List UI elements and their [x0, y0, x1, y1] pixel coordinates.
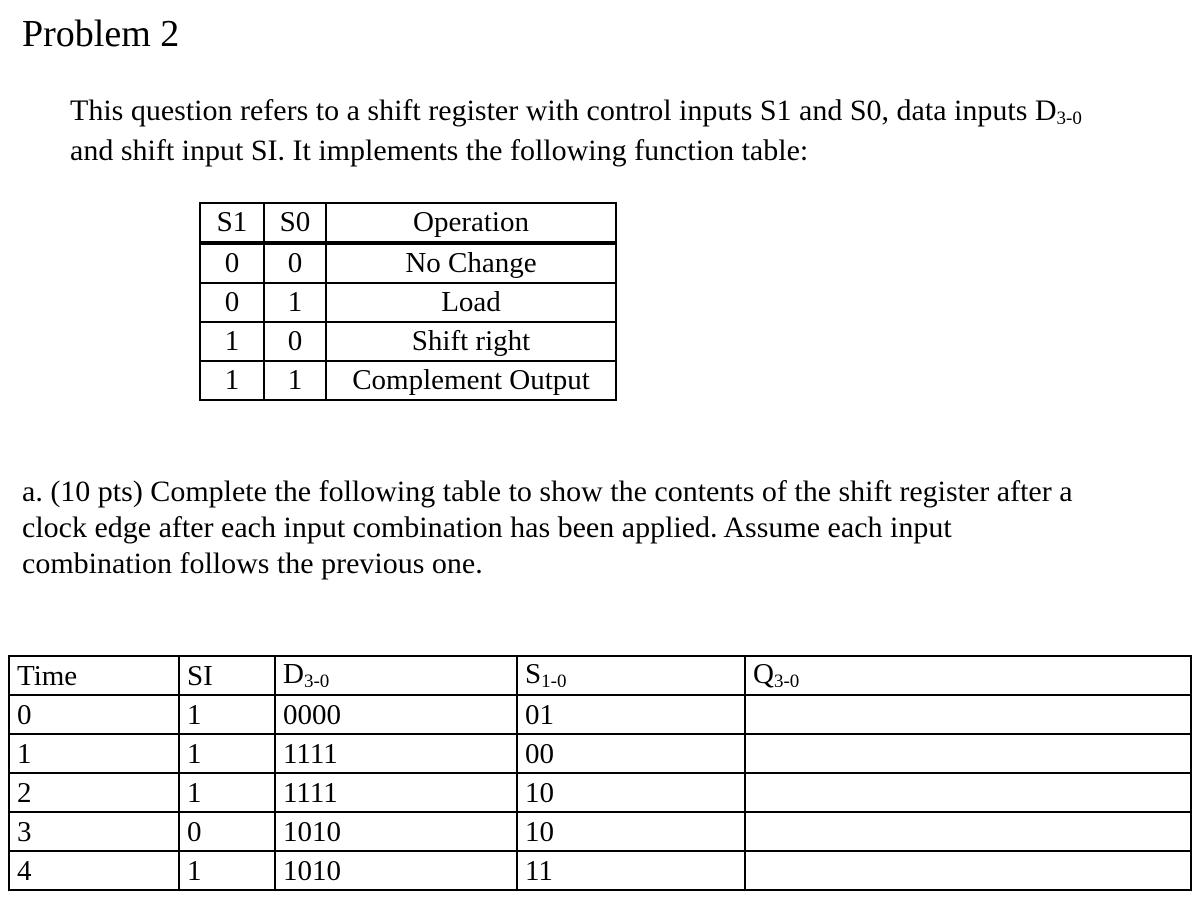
function-table-cell-s1: 1 [200, 322, 264, 361]
header-s [517, 656, 745, 695]
function-table [199, 202, 617, 401]
cell-si: 1 [179, 851, 275, 890]
intro-line-1-text: This question refers to a shift register with control inputs S1 and S0, data inputs D [70, 94, 1057, 127]
function-table-cell-operation: No Change [326, 243, 616, 283]
header-q-subscript: 3-0 [773, 670, 800, 692]
cell-time: 3 [9, 812, 179, 851]
header-q [745, 656, 1191, 695]
cell-q-answer[interactable] [745, 773, 1191, 812]
function-table-row [200, 322, 616, 361]
function-table-cell-s0: 1 [264, 283, 326, 322]
header-si: SI [179, 656, 275, 695]
cell-d: 0000 [275, 695, 517, 734]
table-row [9, 773, 1191, 812]
cell-q-answer[interactable] [745, 851, 1191, 890]
function-table-cell-operation: Shift right [326, 322, 616, 361]
problem-title: Problem 2 [22, 13, 180, 55]
cell-si: 1 [179, 695, 275, 734]
cell-d: 1010 [275, 851, 517, 890]
table-row [9, 812, 1191, 851]
cell-time: 0 [9, 695, 179, 734]
function-table-header-row [200, 203, 616, 243]
function-table-cell-s1: 1 [200, 361, 264, 400]
function-table-cell-s0: 1 [264, 361, 326, 400]
function-table-cell-s0: 0 [264, 322, 326, 361]
cell-s: 01 [517, 695, 745, 734]
cell-d: 1010 [275, 812, 517, 851]
cell-s: 10 [517, 812, 745, 851]
header-d-subscript: 3-0 [303, 670, 330, 692]
header-time: Time [9, 656, 179, 695]
function-table-cell-operation: Load [326, 283, 616, 322]
part-a-line-3: combination follows the previous one. [22, 547, 483, 580]
intro-paragraph [70, 93, 1180, 169]
cell-q-answer[interactable] [745, 812, 1191, 851]
intro-line-1-subscript: 3-0 [1056, 108, 1082, 129]
register-contents-table [8, 655, 1192, 891]
function-table-row [200, 243, 616, 283]
cell-s: 00 [517, 734, 745, 773]
header-s-subscript: 1-0 [541, 670, 567, 692]
part-a-paragraph [22, 474, 1073, 582]
function-table-header-s0: S0 [264, 203, 326, 243]
function-table-row [200, 361, 616, 400]
header-d-base: D [283, 657, 304, 690]
part-a-line-1: a. (10 pts) Complete the following table to show the contents of the shift register after a [22, 475, 1073, 508]
function-table-cell-operation: Complement Output [326, 361, 616, 400]
function-table-header-s1: S1 [200, 203, 264, 243]
header-s-base: S [525, 657, 542, 690]
cell-si: 1 [179, 773, 275, 812]
function-table-row [200, 283, 616, 322]
header-q-base: Q [753, 657, 774, 690]
table-row [9, 695, 1191, 734]
part-a-line-2: clock edge after each input combination has been applied. Assume each input [22, 511, 952, 544]
register-table-header-row [9, 656, 1191, 695]
table-row [9, 734, 1191, 773]
header-d [275, 656, 517, 695]
function-table-cell-s1: 0 [200, 283, 264, 322]
cell-s: 11 [517, 851, 745, 890]
intro-line-1 [70, 93, 1180, 133]
cell-time: 2 [9, 773, 179, 812]
function-table-header-operation: Operation [326, 203, 616, 243]
cell-si: 1 [179, 734, 275, 773]
function-table-cell-s0: 0 [264, 243, 326, 283]
cell-time: 4 [9, 851, 179, 890]
intro-line-2: and shift input SI. It implements the following function table: [70, 134, 809, 167]
function-table-cell-s1: 0 [200, 243, 264, 283]
cell-d: 1111 [275, 773, 517, 812]
cell-s: 10 [517, 773, 745, 812]
table-row [9, 851, 1191, 890]
cell-q-answer[interactable] [745, 734, 1191, 773]
cell-d: 1111 [275, 734, 517, 773]
cell-si: 0 [179, 812, 275, 851]
cell-time: 1 [9, 734, 179, 773]
cell-q-answer[interactable] [745, 695, 1191, 734]
